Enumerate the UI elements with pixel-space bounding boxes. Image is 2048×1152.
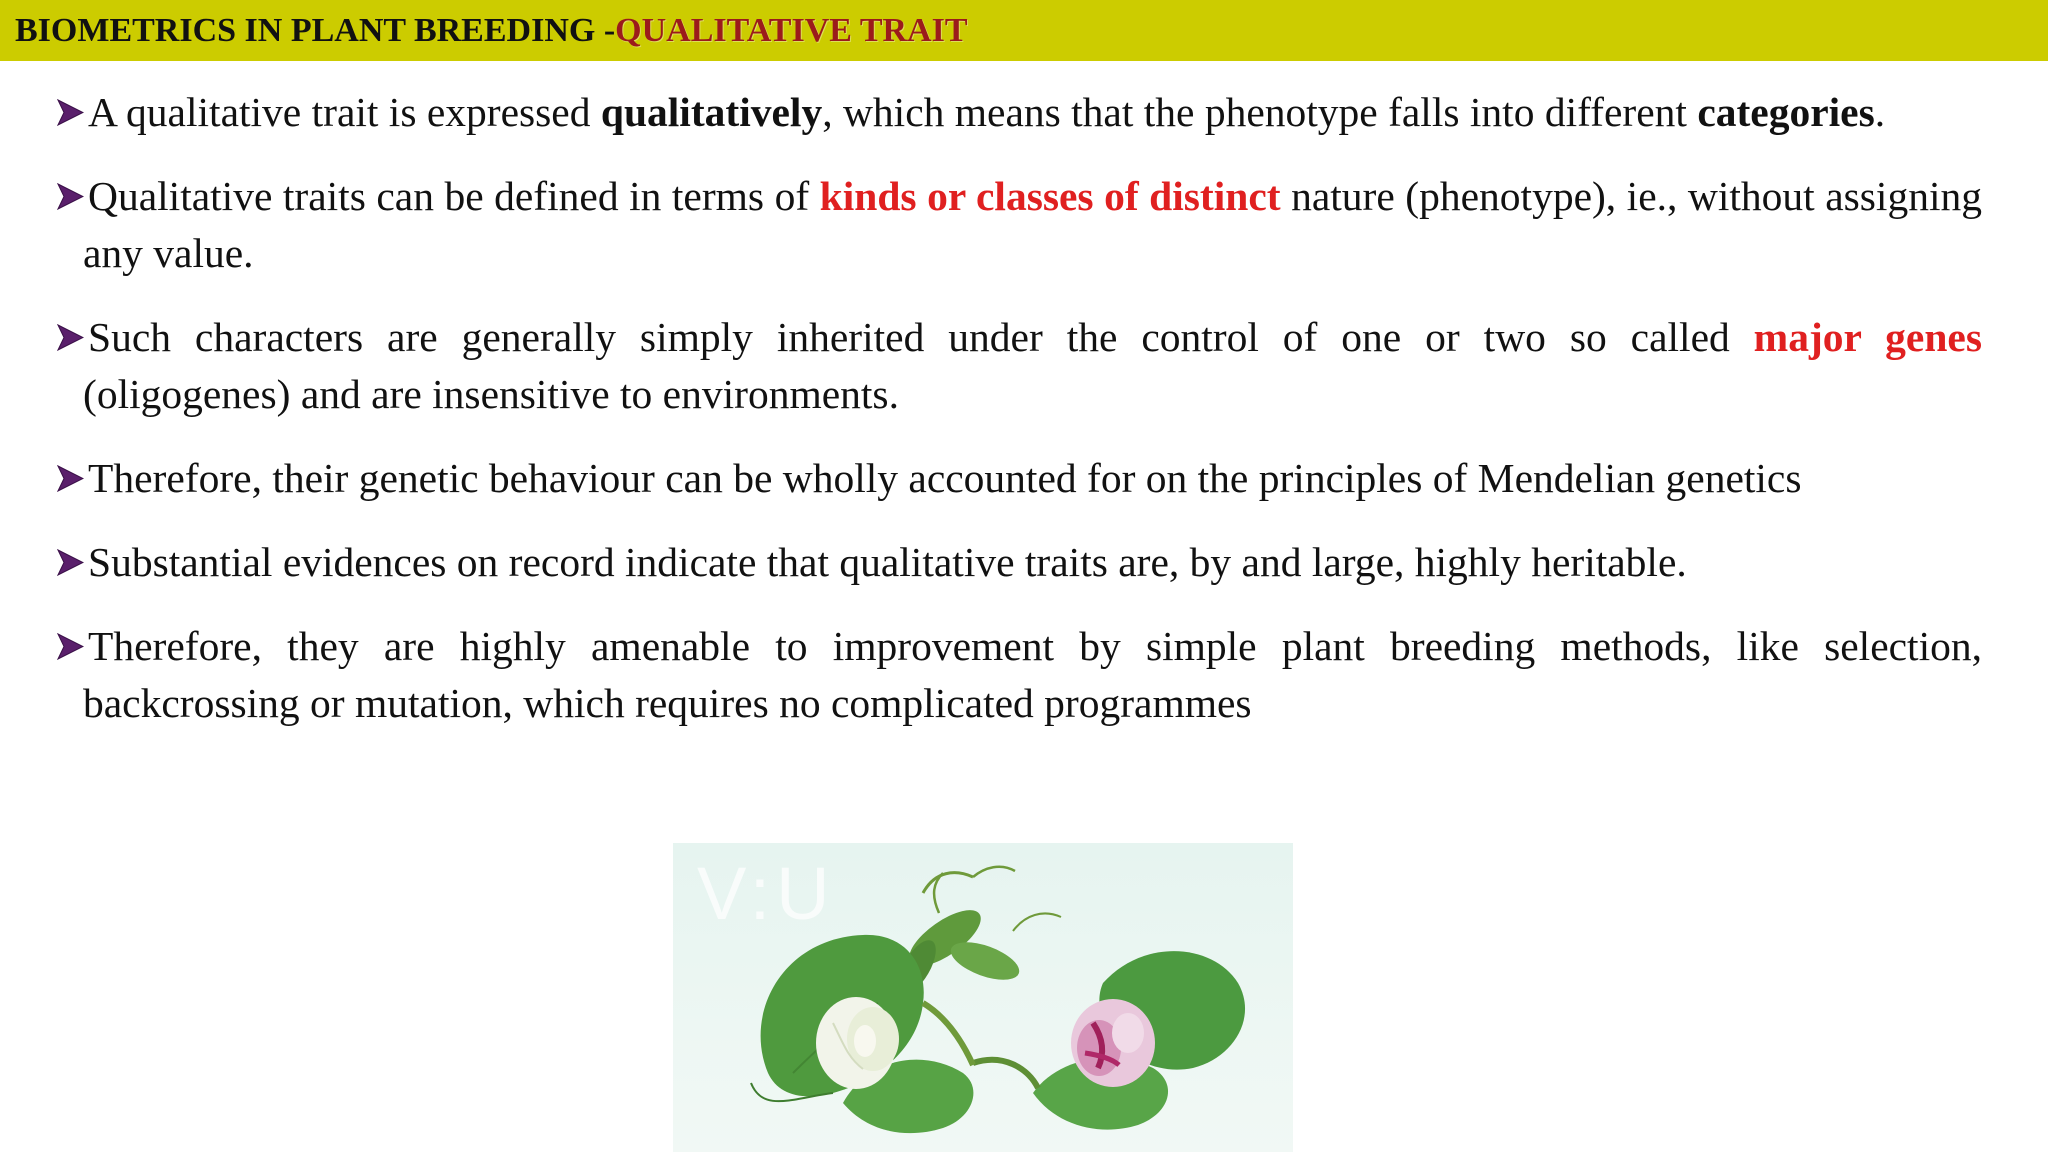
bullet-text: . <box>1874 89 1886 135</box>
bullet-item <box>57 168 1982 282</box>
arrow-bullet-icon <box>57 450 87 507</box>
bullet-text: Substantial evidences on record indicate that qualitative traits are, by and large, highly heritable. <box>88 539 1687 585</box>
slide-title-bar <box>0 0 2048 61</box>
bullet-list <box>57 84 1982 759</box>
arrow-bullet-icon <box>57 309 87 366</box>
bullet-item <box>57 450 1982 507</box>
bullet-text: Therefore, their genetic behaviour can be wholly accounted for on the principles of Mendelian genetics <box>88 455 1802 501</box>
pea-plant-illustration <box>673 843 1293 1152</box>
arrow-bullet-icon <box>57 534 87 591</box>
arrow-bullet-icon <box>57 618 87 675</box>
arrow-bullet-icon <box>57 84 87 141</box>
bullet-emphasis: categories <box>1697 89 1875 135</box>
bullet-text: , which means that the phenotype falls into different <box>822 89 1698 135</box>
bullet-text: nature (phenotype), ie., without assigning any value. <box>83 173 1982 276</box>
bullet-item <box>57 534 1982 591</box>
bullet-text: Qualitative traits can be defined in terms of <box>88 173 820 219</box>
bullet-highlight: major genes <box>1753 314 1982 360</box>
bullet-text: A qualitative trait is expressed <box>88 89 601 135</box>
bullet-item <box>57 618 1982 732</box>
bullet-text: (oligogenes) and are insensitive to environments. <box>83 371 899 417</box>
bullet-highlight: kinds or classes of distinct <box>819 173 1281 219</box>
arrow-bullet-icon <box>57 168 87 225</box>
bullet-emphasis: qualitatively <box>600 89 823 135</box>
bullet-item <box>57 309 1982 423</box>
pea-plant-flowers-photo <box>673 843 1293 1152</box>
bullet-text: Such characters are generally simply inherited under the control of one or two so called <box>88 314 1754 360</box>
bullet-text: Therefore, they are highly amenable to improvement by simple plant breeding methods, like selection, backcrossing or mutation, which requires no complicated programmes <box>83 623 1982 726</box>
photo-watermark: V:U <box>697 852 836 935</box>
slide-title-highlight: QUALITATIVE TRAIT <box>615 11 968 49</box>
slide-title: BIOMETRICS IN PLANT BREEDING - <box>15 11 616 49</box>
bullet-item <box>57 84 1982 141</box>
